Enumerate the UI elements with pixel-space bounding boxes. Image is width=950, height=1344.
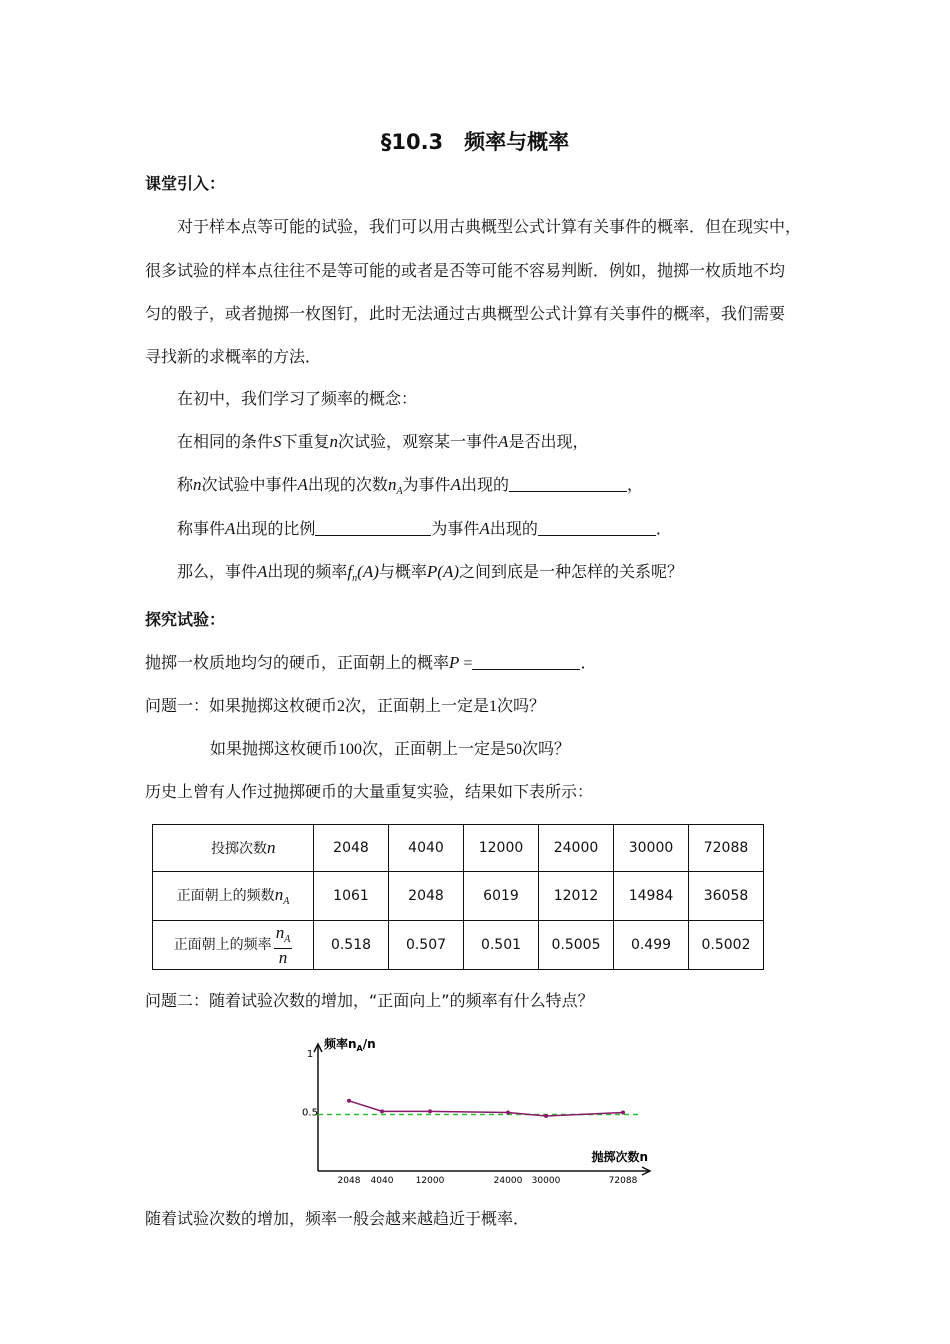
explore-heading: 探究试验： — [145, 610, 226, 629]
y-tick-label: 1 — [306, 1049, 314, 1060]
intro-para-line-2: 很多试验的样本点往往不是等可能的或者是否等可能不容易判断．例如，抛掷一枚质地不均 — [145, 261, 786, 280]
row-header-tosses: 投掷次数n — [153, 825, 314, 872]
table-row — [153, 872, 764, 921]
intro-para-line-1: 对于样本点等可能的试验，我们可以用古典概型公式计算有关事件的概率．但在现实中， — [177, 217, 802, 236]
table-cell: 0.5002 — [689, 921, 764, 970]
series-line — [349, 1101, 623, 1116]
table-cell: 2048 — [314, 825, 389, 872]
history-line: 历史上曾有人作过抛掷硬币的大量重复实验，结果如下表所示： — [145, 782, 594, 801]
data-point — [506, 1111, 510, 1115]
intro-heading: 课堂引入： — [145, 174, 226, 193]
page-title: §10.3 频率与概率 — [380, 130, 570, 154]
question-one-line-1: 问题一：如果抛掷这枚硬币2次，正面朝上一定是1次吗？ — [145, 696, 546, 715]
frequency-chart — [290, 1030, 670, 1190]
x-tick-label: 24000 — [493, 1176, 523, 1186]
table-cell: 36058 — [689, 872, 764, 921]
table-cell: 4040 — [389, 825, 464, 872]
data-point — [380, 1109, 384, 1113]
question-one-line-2: 如果抛掷这枚硬币100次，正面朝上一定是50次吗？ — [210, 739, 571, 758]
table-cell: 1061 — [314, 872, 389, 921]
y-axis-label: 频率$n_A/n$ — [324, 1037, 376, 1053]
table-cell: 14984 — [614, 872, 689, 921]
data-point — [544, 1114, 548, 1118]
data-point — [347, 1099, 351, 1103]
table-cell: 2048 — [389, 872, 464, 921]
table-cell: 6019 — [464, 872, 539, 921]
intro-para-line-3: 匀的骰子，或者抛掷一枚图钉，此时无法通过古典概型公式计算有关事件的概率，我们需要 — [145, 304, 786, 323]
table-cell: 0.518 — [314, 921, 389, 970]
conclusion-line: 随着试验次数的增加，频率一般会越来越趋近于概率． — [145, 1209, 530, 1228]
table-cell: 0.499 — [614, 921, 689, 970]
row-header-heads-count: 正面朝上的频数$n_A$ — [153, 872, 314, 921]
row-header-heads-frequency: 正面朝上的频率 $\frac{n_A}{n}$ — [153, 921, 314, 970]
x-tick-label: 2048 — [337, 1176, 361, 1186]
coin-toss-table — [152, 824, 764, 970]
intro-line-frequency-concept: 在初中，我们学习了频率的概念： — [177, 389, 418, 408]
table-cell: 12012 — [539, 872, 614, 921]
y-tick-label: 0.5 — [302, 1107, 318, 1119]
table-cell: 0.5005 — [539, 921, 614, 970]
table-cell: 30000 — [614, 825, 689, 872]
frequency-fraction: $\frac{n_A}{n}$ — [275, 923, 291, 967]
intro-para-line-4: 寻找新的求概率的方法． — [145, 347, 322, 366]
fill-blank[interactable] — [538, 519, 656, 536]
intro-line-count: 称n次试验中事件A出现的次数$n_A$为事件A出现的 ， — [177, 475, 643, 497]
table-cell: 0.501 — [464, 921, 539, 970]
data-point — [621, 1111, 625, 1115]
x-tick-label: 12000 — [415, 1176, 445, 1186]
table-row — [153, 825, 764, 872]
x-tick-label: 30000 — [531, 1176, 561, 1186]
intro-line-question: 那么，事件A出现的频率$f_n(A)$与概率P(A)之间到底是一种怎样的关系呢？ — [177, 562, 684, 584]
data-point — [428, 1109, 432, 1113]
intro-line-condition: 在相同的条件S下重复n次试验，观察某一事件A是否出现， — [177, 432, 589, 451]
table-cell: 0.507 — [389, 921, 464, 970]
fill-blank[interactable] — [509, 475, 627, 492]
question-two: 问题二：随着试验次数的增加，“正面向上”的频率有什么特点？ — [145, 991, 594, 1010]
x-axis-label: 抛掷次数n — [591, 1150, 648, 1164]
table-cell: 12000 — [464, 825, 539, 872]
explore-coin-probability: 抛掷一枚质地均匀的硬币，正面朝上的概率P = ． — [145, 653, 597, 672]
x-tick-label: 72088 — [608, 1176, 638, 1186]
table-cell: 24000 — [539, 825, 614, 872]
intro-line-ratio: 称事件A出现的比例 为事件A出现的 ． — [177, 519, 672, 538]
fill-blank[interactable] — [472, 653, 580, 670]
table-row — [153, 921, 764, 970]
x-tick-label: 4040 — [370, 1176, 394, 1186]
table-cell: 72088 — [689, 825, 764, 872]
fill-blank[interactable] — [315, 519, 431, 536]
